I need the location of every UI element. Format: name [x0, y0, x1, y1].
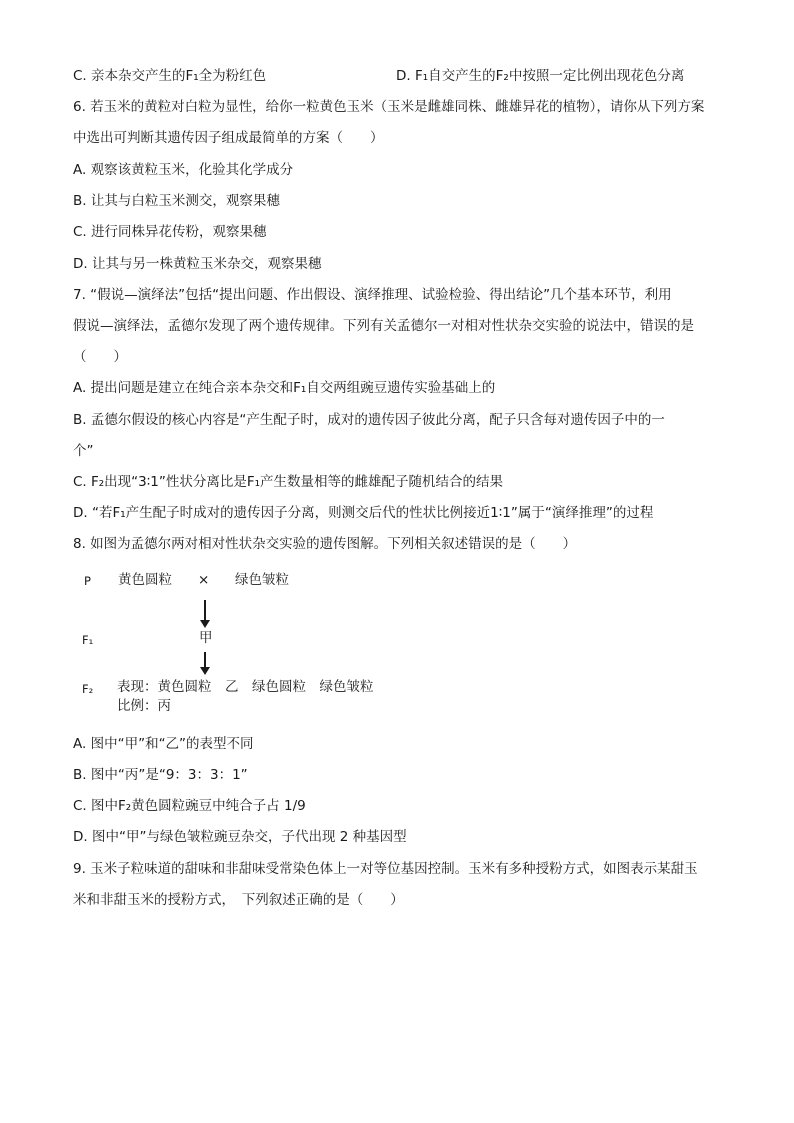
- q7-option-b-line2: 个”: [73, 443, 94, 459]
- q9-stem-line2: 米和非甜玉米的授粉方式， 下列叙述正确的是（ ）: [73, 892, 404, 908]
- f2-phenotype-row: 表现：黄色圆粒 乙 绿色圆粒 绿色皱粒: [117, 679, 374, 695]
- q8-option-b: B. 图中“丙”是“9：3：3：1”: [73, 767, 248, 783]
- q7-stem-line2: 假说—演绎法，孟德尔发现了两个遗传规律。下列有关孟德尔一对相对性状杂交实验的说法中，错误的是: [73, 318, 694, 334]
- f1-genotype-placeholder: 甲: [199, 630, 213, 646]
- arrow-p-to-f1: [204, 600, 206, 622]
- q6-stem-line1: 6. 若玉米的黄粒对白粒为显性，给你一粒黄色玉米（玉米是雌雄同株、雌雄异花的植物），请你从下列方案: [73, 99, 705, 115]
- q5-option-d: D. F₁自交产生的F₂中按照一定比例出现花色分离: [396, 68, 685, 84]
- q6-option-a: A. 观察该黄粒玉米，化验其化学成分: [73, 162, 294, 178]
- arrow-f1-to-f2: [204, 652, 206, 669]
- p-generation-label: P: [84, 574, 91, 588]
- q7-stem-line3: （ ）: [73, 349, 127, 365]
- q7-option-d: D. “若F₁产生配子时成对的遗传因子分离，则测交后代的性状比例接近1∶1”属于“演绎推理”的过程: [73, 505, 654, 521]
- q5-option-c: C. 亲本杂交产生的F₁全为粉红色: [73, 68, 267, 84]
- cross-symbol: ×: [198, 572, 210, 588]
- parent2-phenotype: 绿色皱粒: [235, 572, 289, 588]
- q8-option-c: C. 图中F₂黄色圆粒豌豆中纯合子占 1/9: [73, 798, 306, 814]
- q8-stem: 8. 如图为孟德尔两对相对性状杂交实验的遗传图解。下列相关叙述错误的是（ ）: [73, 536, 577, 552]
- q7-option-b-line1: B. 孟德尔假设的核心内容是“产生配子时，成对的遗传因子彼此分离，配子只含每对遗传因子中的一: [73, 412, 665, 428]
- q6-stem-line2: 中选出可判断其遗传因子组成最简单的方案（ ）: [73, 130, 384, 146]
- f1-generation-label: F₁: [82, 633, 94, 647]
- q6-option-c: C. 进行同株异花传粉，观察果穗: [73, 224, 267, 240]
- q6-option-b: B. 让其与白粒玉米测交，观察果穗: [73, 193, 280, 209]
- q9-stem-line1: 9. 玉米子粒味道的甜味和非甜味受常染色体上一对等位基因控制。玉米有多种授粉方式，如图表示某甜玉: [73, 861, 698, 877]
- parent1-phenotype: 黄色圆粒: [118, 572, 172, 588]
- q8-option-a: A. 图中“甲”和“乙”的表型不同: [73, 736, 254, 752]
- q8-option-d: D. 图中“甲”与绿色皱粒豌豆杂交，子代出现 2 种基因型: [73, 829, 407, 845]
- q7-stem-line1: 7. “假说—演绎法”包括“提出问题、作出假设、演绎推理、试验检验、得出结论”几个基本环节，利用: [73, 287, 672, 303]
- q7-option-c: C. F₂出现“3∶1”性状分离比是F₁产生数量相等的雌雄配子随机结合的结果: [73, 474, 504, 490]
- f2-generation-label: F₂: [82, 682, 94, 696]
- f2-ratio-row: 比例：丙: [117, 698, 171, 714]
- q6-option-d: D. 让其与另一株黄粒玉米杂交，观察果穗: [73, 256, 322, 272]
- q7-option-a: A. 提出问题是建立在纯合亲本杂交和F₁自交两组豌豆遗传实验基础上的: [73, 380, 496, 396]
